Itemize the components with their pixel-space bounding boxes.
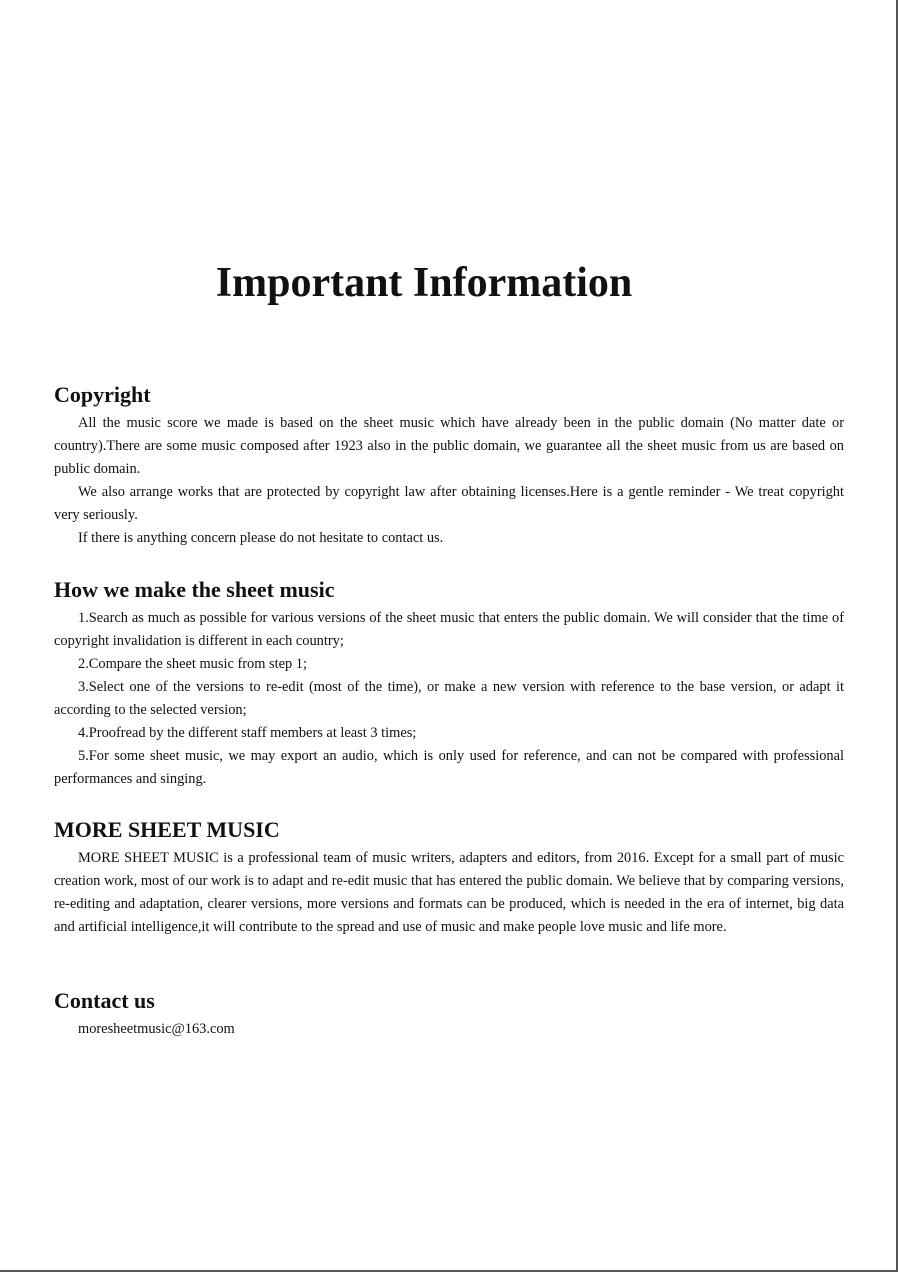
- process-step: 1.Search as much as possible for various versions of the sheet music that enters the public domain. We will consider that the time of copyright invalidation is different in each country;: [54, 610, 844, 649]
- section-contact-us: [54, 987, 844, 1041]
- about-paragraph: MORE SHEET MUSIC is a professional team of music writers, adapters and editors, from 2016. Except for a small part of music creation work, most of our work is to adapt and re-edit music that has entered the public domain. We believe that by comparing versions, re-editing and adaptation, clearer versions, more versions and formats can be produced, which is needed in the era of internet, big data and artificial intelligence,it will contribute to the spread and use of music and make people love music and life more.: [54, 850, 844, 935]
- section-heading-contact-us: Contact us: [54, 988, 155, 1013]
- copyright-paragraph: All the music score we made is based on the sheet music which have already been in the public domain (No matter date or country).There are some music composed after 1923 also in the public domain, we guarantee all the sheet music from us are based on public domain.: [54, 415, 844, 477]
- section-heading-how-we-make: How we make the sheet music: [54, 577, 335, 602]
- section-copyright: [54, 381, 844, 550]
- section-heading-copyright: Copyright: [54, 382, 151, 407]
- contact-email: moresheetmusic@163.com: [78, 1021, 235, 1037]
- page-title: Important Information: [215, 260, 633, 306]
- section-heading-more-sheet-music: MORE SHEET MUSIC: [54, 817, 280, 842]
- copyright-paragraph: We also arrange works that are protected by copyright law after obtaining licenses.Here is a gentle reminder - We treat copyright very seriously.: [54, 484, 844, 523]
- process-step: 2.Compare the sheet music from step 1;: [78, 656, 307, 672]
- process-step: 4.Proofread by the different staff members at least 3 times;: [78, 725, 417, 741]
- section-more-sheet-music: [54, 816, 844, 939]
- process-step: 3.Select one of the versions to re-edit (most of the time), or make a new version with reference to the base version, or adapt it according to the selected version;: [54, 679, 844, 718]
- section-how-we-make: [54, 576, 844, 791]
- process-step: 5.For some sheet music, we may export an audio, which is only used for reference, and can not be compared with professional performances and singing.: [54, 748, 844, 787]
- copyright-paragraph: If there is anything concern please do not hesitate to contact us.: [78, 530, 444, 546]
